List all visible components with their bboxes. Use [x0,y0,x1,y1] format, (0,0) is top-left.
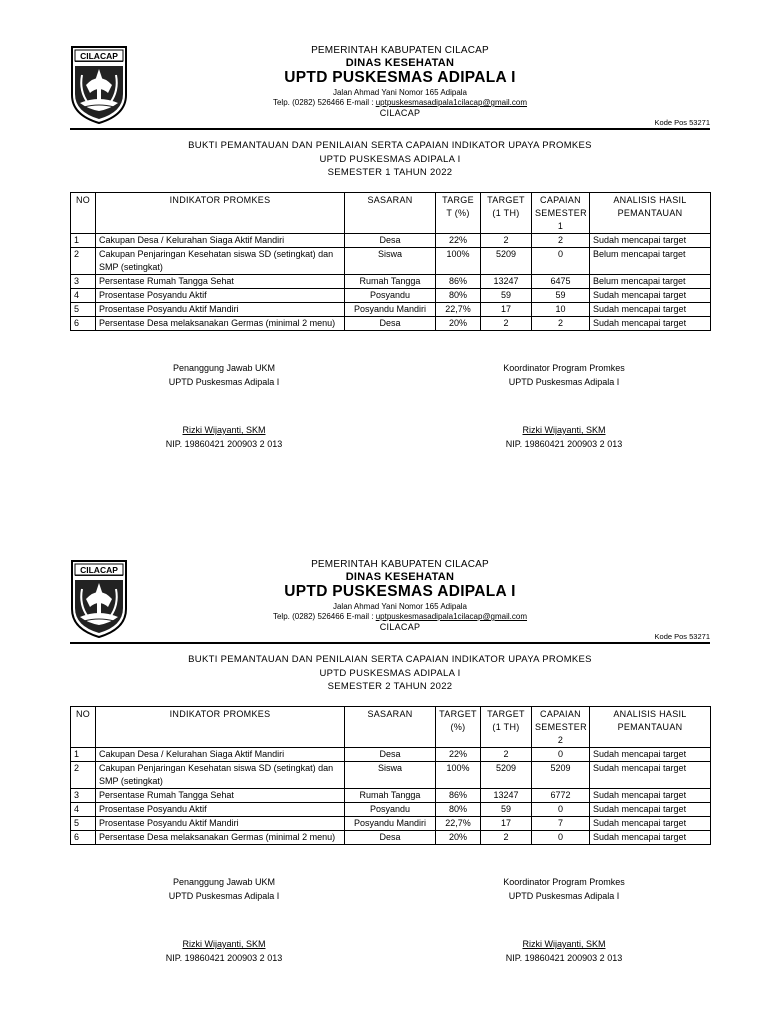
signature-right-name: Rizki Wijayanti, SKM [522,425,606,435]
table-row [71,303,711,317]
cell-indikator: Cakupan Desa / Kelurahan Siaga Aktif Mandiri [96,234,345,248]
signature-right-nip: NIP. 19860421 200903 2 013 [505,953,623,963]
signature-left-role: Penanggung Jawab UKM [172,363,276,373]
cell-indikator: Persentase Desa melaksanakan Germas (minimal 2 menu) [96,317,345,331]
cell-target: 80% [436,289,481,303]
cell-target-1th: 2 [481,317,532,331]
kop-contact [140,612,660,621]
header-rule [70,642,710,644]
cell-sasaran: Posyandu Mandiri [345,817,436,831]
signature-right-unit: UPTD Puskesmas Adipala I [508,377,620,387]
signature-left-nip: NIP. 19860421 200903 2 013 [165,439,283,449]
table-row [71,248,711,275]
cell-target: 22% [436,234,481,248]
cell-no: 5 [71,817,96,831]
cell-target-1th: 59 [481,803,532,817]
cell-no: 6 [71,317,96,331]
cell-capaian: 5209 [532,762,590,789]
cell-capaian: 10 [532,303,590,317]
signature-left [104,361,344,449]
cell-sasaran: Siswa [345,762,436,789]
cell-no: 2 [71,248,96,275]
kop-city: CILACAP [379,108,421,118]
kop-puskesmas: UPTD PUSKESMAS ADIPALA I [284,69,516,86]
kop-pemerintah: PEMERINTAH KABUPATEN CILACAP [311,45,489,56]
table-row [71,762,711,789]
table-header-row [71,707,711,748]
cell-target: 20% [436,831,481,845]
emblem-lettering: CILACAP [80,565,118,575]
table-row [71,748,711,762]
kop-telp: Telp. (0282) 526466 E-mail : [272,612,376,621]
kop-dinas: DINAS KESEHATAN [345,571,455,583]
cell-no: 3 [71,789,96,803]
report-semester: SEMESTER 1 TAHUN 2022 [327,167,453,178]
col-header-no: NO [71,193,96,234]
kop-pemerintah: PEMERINTAH KABUPATEN CILACAP [311,559,489,570]
cell-sasaran: Desa [345,748,436,762]
cilacap-emblem [70,45,128,125]
cell-sasaran: Posyandu Mandiri [345,303,436,317]
report-title: BUKTI PEMANTAUAN DAN PENILAIAN SERTA CAPAIAN INDIKATOR UPAYA PROMKES [188,654,592,665]
cell-sasaran: Rumah Tangga [345,789,436,803]
cell-capaian: 0 [532,748,590,762]
signature-right-nip: NIP. 19860421 200903 2 013 [505,439,623,449]
kode-pos: Kode Pos 53271 [654,632,710,641]
kode-pos: Kode Pos 53271 [654,118,710,127]
signature-right [444,361,684,449]
kop-dinas: DINAS KESEHATAN [345,57,455,69]
signature-left-nip: NIP. 19860421 200903 2 013 [165,953,283,963]
col-header-target-persen: TARGE T (%) [436,193,481,234]
col-header-target-1th: TARGET (1 TH) [481,193,532,234]
cell-indikator: Cakupan Penjaringan Kesehatan siswa SD (setingkat) dan SMP (setingkat) [96,762,345,789]
cell-sasaran: Rumah Tangga [345,275,436,289]
cell-capaian: 0 [532,831,590,845]
cell-analisis: Sudah mencapai target [590,748,711,762]
cell-no: 4 [71,803,96,817]
indicator-table [70,192,711,331]
table-row [71,275,711,289]
table-row [71,234,711,248]
cell-indikator: Persentase Desa melaksanakan Germas (minimal 2 menu) [96,831,345,845]
signature-right-role: Koordinator Program Promkes [503,363,625,373]
signature-left-name: Rizki Wijayanti, SKM [182,939,266,949]
kop-email-link[interactable]: uptpuskesmasadipala1cilacap@gmail.com [375,98,528,107]
cell-no: 5 [71,303,96,317]
cell-indikator: Persentase Rumah Tangga Sehat [96,275,345,289]
report-unit: UPTD PUSKESMAS ADIPALA I [319,154,461,165]
cell-indikator: Prosentase Posyandu Aktif Mandiri [96,817,345,831]
cilacap-emblem [70,559,128,639]
cell-analisis: Belum mencapai target [590,275,711,289]
signature-right-role: Koordinator Program Promkes [503,877,625,887]
cell-analisis: Belum mencapai target [590,248,711,275]
cell-target: 86% [436,275,481,289]
col-header-capaian: CAPAIAN SEMESTER 1 [532,193,590,234]
cell-indikator: Prosentase Posyandu Aktif Mandiri [96,303,345,317]
kop-address: Jalan Ahmad Yani Nomor 165 Adipala [332,88,467,97]
table-row [71,817,711,831]
cell-target: 100% [436,762,481,789]
cell-analisis: Sudah mencapai target [590,762,711,789]
table-row [71,289,711,303]
cell-target: 22,7% [436,817,481,831]
col-header-target-persen: TARGET (%) [436,707,481,748]
kop-email-link[interactable]: uptpuskesmasadipala1cilacap@gmail.com [375,612,528,621]
col-header-sasaran: SASARAN [345,193,436,234]
cell-sasaran: Posyandu [345,803,436,817]
cell-analisis: Sudah mencapai target [590,303,711,317]
cell-analisis: Sudah mencapai target [590,817,711,831]
col-header-indikator: INDIKATOR PROMKES [96,707,345,748]
cell-capaian: 7 [532,817,590,831]
header-rule [70,128,710,130]
kop-puskesmas: UPTD PUSKESMAS ADIPALA I [284,583,516,600]
col-header-target-1th: TARGET (1 TH) [481,707,532,748]
col-header-capaian: CAPAIAN SEMESTER 2 [532,707,590,748]
cell-indikator: Prosentase Posyandu Aktif [96,803,345,817]
cell-no: 1 [71,234,96,248]
cell-target-1th: 5209 [481,762,532,789]
cell-indikator: Cakupan Penjaringan Kesehatan siswa SD (setingkat) dan SMP (setingkat) [96,248,345,275]
report-unit: UPTD PUSKESMAS ADIPALA I [319,668,461,679]
cell-capaian: 6475 [532,275,590,289]
cell-target-1th: 59 [481,289,532,303]
cell-sasaran: Desa [345,831,436,845]
cell-target-1th: 2 [481,831,532,845]
cell-target-1th: 17 [481,303,532,317]
signature-left-unit: UPTD Puskesmas Adipala I [168,377,280,387]
kop-address: Jalan Ahmad Yani Nomor 165 Adipala [332,602,467,611]
cell-no: 6 [71,831,96,845]
cell-capaian: 6772 [532,789,590,803]
cell-capaian: 59 [532,289,590,303]
table-header-row [71,193,711,234]
cell-no: 3 [71,275,96,289]
cell-indikator: Prosentase Posyandu Aktif [96,289,345,303]
cell-capaian: 2 [532,234,590,248]
cell-sasaran: Desa [345,317,436,331]
table-row [71,789,711,803]
cell-no: 1 [71,748,96,762]
cell-target: 20% [436,317,481,331]
signature-left [104,875,344,963]
cell-target-1th: 2 [481,748,532,762]
cell-sasaran: Siswa [345,248,436,275]
cell-target-1th: 13247 [481,789,532,803]
signature-right-name: Rizki Wijayanti, SKM [522,939,606,949]
kop-contact [140,98,660,107]
cell-indikator: Cakupan Desa / Kelurahan Siaga Aktif Mandiri [96,748,345,762]
cell-capaian: 0 [532,803,590,817]
cell-target: 100% [436,248,481,275]
cell-target-1th: 17 [481,817,532,831]
col-header-no: NO [71,707,96,748]
cell-target-1th: 5209 [481,248,532,275]
cell-capaian: 2 [532,317,590,331]
kop-telp: Telp. (0282) 526466 E-mail : [272,98,376,107]
cell-target-1th: 2 [481,234,532,248]
cell-analisis: Sudah mencapai target [590,289,711,303]
cell-target: 22,7% [436,303,481,317]
col-header-sasaran: SASARAN [345,707,436,748]
cell-target-1th: 13247 [481,275,532,289]
signature-left-name: Rizki Wijayanti, SKM [182,425,266,435]
signature-right [444,875,684,963]
cell-sasaran: Posyandu [345,289,436,303]
signature-right-unit: UPTD Puskesmas Adipala I [508,891,620,901]
col-header-analisis: ANALISIS HASIL PEMANTAUAN [590,193,711,234]
indicator-table [70,706,711,845]
signature-left-role: Penanggung Jawab UKM [172,877,276,887]
table-row [71,803,711,817]
cell-no: 4 [71,289,96,303]
cell-target: 86% [436,789,481,803]
cell-no: 2 [71,762,96,789]
cell-target: 22% [436,748,481,762]
col-header-analisis: ANALISIS HASIL PEMANTAUAN [590,707,711,748]
cell-capaian: 0 [532,248,590,275]
cell-analisis: Sudah mencapai target [590,831,711,845]
cell-sasaran: Desa [345,234,436,248]
table-row [71,317,711,331]
report-title: BUKTI PEMANTAUAN DAN PENILAIAN SERTA CAPAIAN INDIKATOR UPAYA PROMKES [188,140,592,151]
signature-left-unit: UPTD Puskesmas Adipala I [168,891,280,901]
emblem-lettering: CILACAP [80,51,118,61]
report-semester: SEMESTER 2 TAHUN 2022 [327,681,453,692]
col-header-indikator: INDIKATOR PROMKES [96,193,345,234]
cell-analisis: Sudah mencapai target [590,803,711,817]
cell-indikator: Persentase Rumah Tangga Sehat [96,789,345,803]
kop-city: CILACAP [379,622,421,632]
cell-analisis: Sudah mencapai target [590,317,711,331]
cell-target: 80% [436,803,481,817]
table-row [71,831,711,845]
cell-analisis: Sudah mencapai target [590,789,711,803]
cell-analisis: Sudah mencapai target [590,234,711,248]
